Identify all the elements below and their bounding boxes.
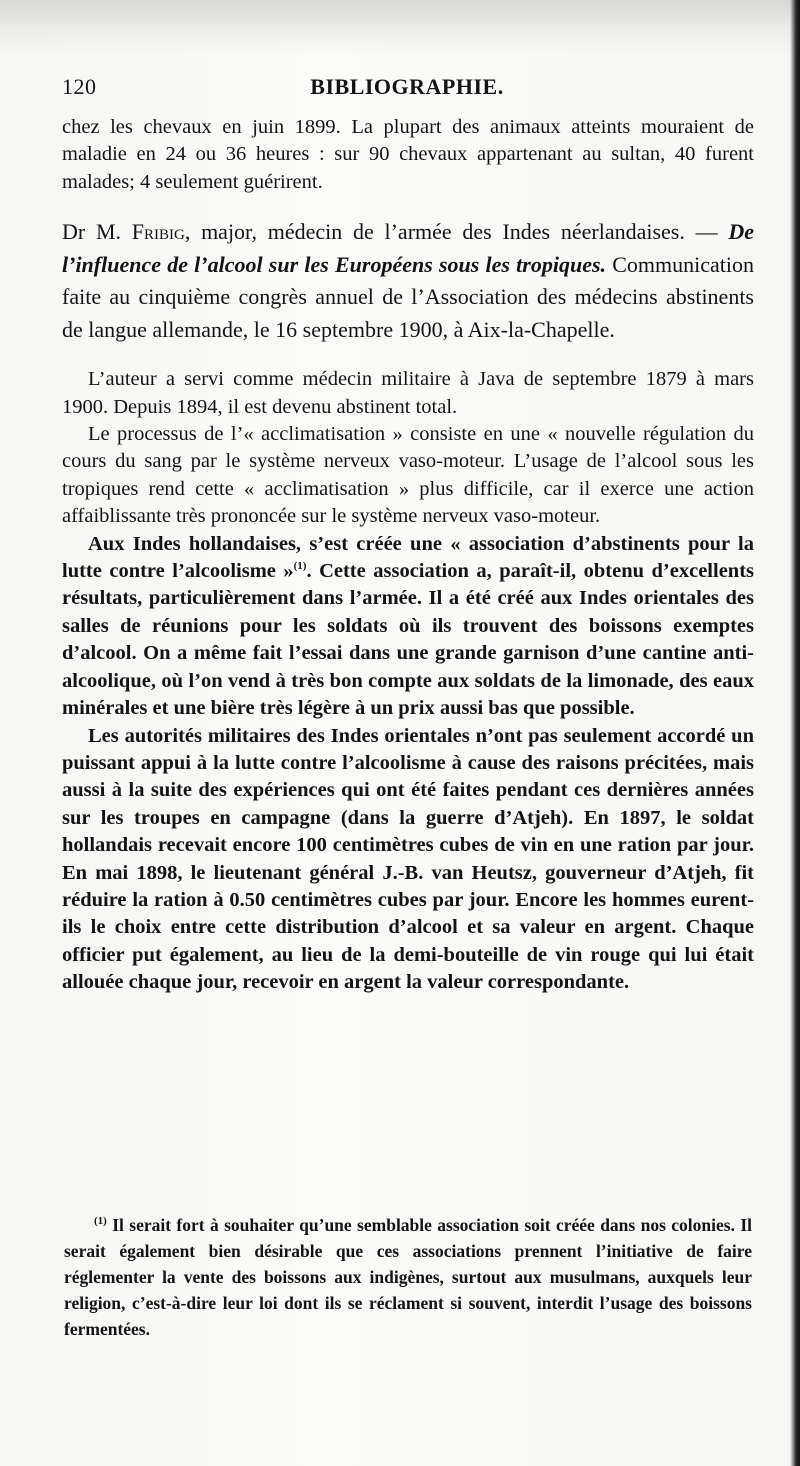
- footnote-mark: (1): [94, 1215, 107, 1228]
- abstract-paragraph-3: [62, 531, 754, 723]
- footnote: [64, 1212, 752, 1342]
- bibliography-entry: [62, 216, 754, 346]
- footnote-reference: (1): [293, 560, 307, 573]
- scan-edge-right: [790, 0, 800, 1466]
- page-number: 120: [62, 74, 97, 99]
- entry-details: Communication faite au cinquième congrès annuel de l’Association des médecins abstinents de langue allemande, le 16 septembre 1900, à Aix-la-Chapelle.: [62, 251, 754, 342]
- continuation-paragraph: chez les chevaux en juin 1899. La plupart des animaux atteints mouraient de maladie en 24 ou 36 heures : sur 90 chevaux appartenant au sultan, 40 furent malades; 4 seulement guérirent.: [62, 116, 754, 193]
- running-title: BIBLIOGRAPHIE.: [310, 74, 504, 99]
- footnote-text: Il serait fort à souhaiter qu’une semblable association soit créée dans nos colonies. Il serait également bien désirable que ces associations prennent l’initiative de faire réglementer la vente des boissons aux indigènes, surtout aux musulmans, auxquels leur religion, c’est-à-dire leur loi dont ils se réclament si souvent, interdit l’usage des boissons fermentées.: [64, 1215, 752, 1339]
- entry-author: Fribig: [131, 219, 185, 245]
- abstract-paragraph-4: Les autorités militaires des Indes orientales n’ont pas seulement accordé un puissant appui à la lutte contre l’alcoolisme à cause des raisons précitées, mais aussi à la suite des expériences qui ont été faites pendant ces dernières années sur les troupes en campagne (dans la guerre d’Atjeh). En 1897, le soldat hollandais recevait encore 100 centimètres cubes de vin en une ration par jour. En mai 1898, le lieutenant général J.-B. van Heutsz, gouverneur d’Atjeh, fit réduire la ration à 0.50 centimètres cubes par jour. Encore les hommes eurent-ils le choix entre cette distribution d’alcool et sa valeur en argent. Chaque officier put également, au lieu de la demi-bouteille de vin rouge qui lui était allouée chaque jour, recevoir en argent la valeur correspondante.: [62, 724, 754, 994]
- bold-section: [62, 531, 754, 997]
- assoc-text-before: Aux Indes hollandaises, s’est créée une « association d’abstinents pour la lutte contre l’alcoolisme »: [62, 532, 754, 583]
- scan-shadow-top: [0, 0, 800, 55]
- entry-title: De l’influence de l’alcool sur les Européens sous les tropiques.: [62, 219, 754, 277]
- abstract-paragraph-2: Le processus de l’« acclimatisation » consiste en une « nouvelle régulation du cours du sang par le système nerveux vaso-moteur. L’usage de l’alcool sous les tropiques rend cette « acclimatisation » plus difficile, car il exerce une action affaiblissante très prononcée sur le système nerveux vaso-moteur.: [62, 423, 754, 528]
- entry-role: , major, médecin de l’armée des Indes néerlandaises. —: [184, 219, 729, 245]
- page-body: [62, 114, 754, 997]
- assoc-text-after: . Cette association a, paraît-il, obtenu d’excellents résultats, particulièrement dans l’armée. Il a été créé aux Indes orientales des salles de réunions pour les soldats où ils trouvent des boissons exemptes d’alcool. On a même fait l’essai dans une grande garnison d’une cantine anti-alcoolique, où l’on vend à très bon compte aux soldats de la limonade, des eaux minérales et une bière très légère à un prix aussi bas que possible.: [62, 560, 754, 720]
- page-header: [62, 74, 752, 104]
- entry-prefix: Dr M.: [62, 219, 132, 245]
- abstract-paragraph-1: L’auteur a servi comme médecin militaire à Java de septembre 1879 à mars 1900. Depuis 1894, il est devenu abstinent total.: [62, 368, 754, 418]
